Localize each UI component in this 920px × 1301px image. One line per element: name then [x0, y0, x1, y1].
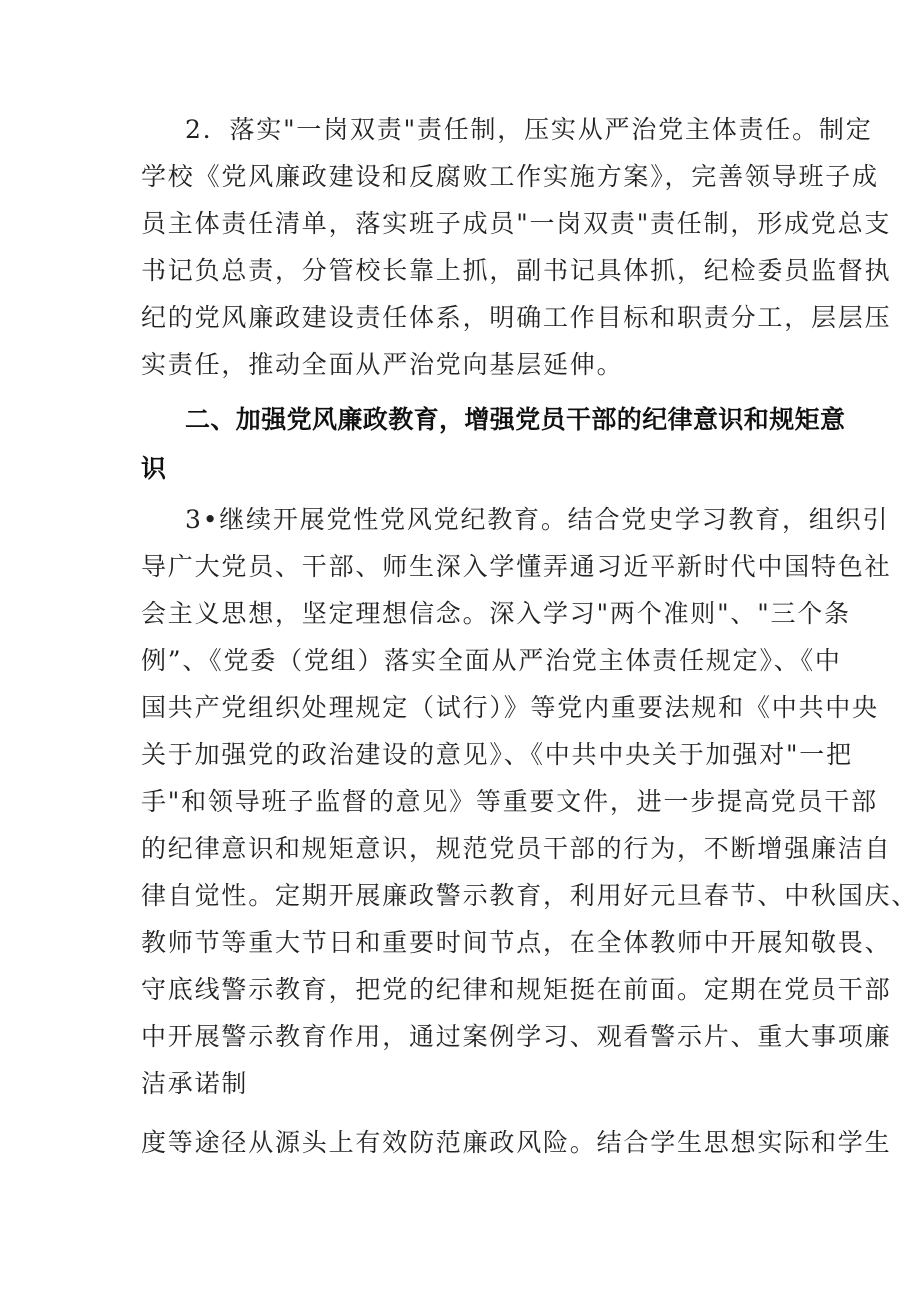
- heading-line: 二、加强党风廉政教育，增强党员干部的纪律意识和规矩意: [185, 405, 846, 434]
- paragraph-line: 例”、《党委（党组）落实全面从严治党主体责任规定》、《中: [141, 646, 842, 675]
- paragraph-line: 导广大党员、干部、师生深入学懂弄通习近平新时代中国特色社: [141, 552, 892, 581]
- paragraph-line: 中开展警示教育作用，通过案例学习、观看警示片、重大事项廉: [141, 1022, 892, 1051]
- paragraph-line: 教师节等重大节日和重要时间节点，在全体教师中开展知敬畏、: [141, 928, 892, 957]
- heading-line: 识: [141, 454, 167, 483]
- paragraph-line: 学校《党风廉政建设和反腐败工作实施方案》，完善领导班子成: [141, 162, 879, 191]
- paragraph-line: 律自觉性。定期开展廉政警示教育，利用好元旦春节、中秋国庆、: [141, 881, 919, 910]
- paragraph-line: 度等途径从源头上有效防范廉政风险。结合学生思想实际和学生: [141, 1128, 892, 1157]
- paragraph-line: 书记负总责，分管校长靠上抓，副书记具体抓，纪检委员监督执: [141, 256, 892, 285]
- paragraph-line: 关于加强党的政治建设的意见》、《中共中央关于加强对"一把: [141, 740, 853, 769]
- paragraph-line: 纪的党风廉政建设责任体系，明确工作目标和职责分工，层层压: [141, 303, 892, 332]
- paragraph-line: 守底线警示教育，把党的纪律和规矩挺在前面。定期在党员干部: [141, 975, 892, 1004]
- paragraph-line: 的纪律意识和规矩意识，规范党员干部的行为，不断增强廉洁自: [141, 834, 892, 863]
- paragraph-line: 洁承诺制: [141, 1069, 249, 1098]
- paragraph-line: 3•继续开展党性党风党纪教育。结合党史学习教育，组织引: [185, 505, 890, 534]
- paragraph-line: 实责任，推动全面从严治党向基层延伸。: [141, 350, 624, 379]
- paragraph-line: 手"和领导班子监督的意见》等重要文件，进一步提高党员干部: [141, 787, 878, 816]
- paragraph-line: 会主义思想，坚定理想信念。深入学习"两个准则"、"三个条: [141, 599, 851, 628]
- paragraph-line: 国共产党组织处理规定（试行）》等党内重要法规和《中共中央: [141, 693, 879, 722]
- paragraph-line: 员主体责任清单，落实班子成员"一岗双责"责任制，形成党总支: [141, 209, 892, 238]
- paragraph-line: 2．落实"一岗双责"责任制，压实从严治党主体责任。制定: [185, 115, 873, 144]
